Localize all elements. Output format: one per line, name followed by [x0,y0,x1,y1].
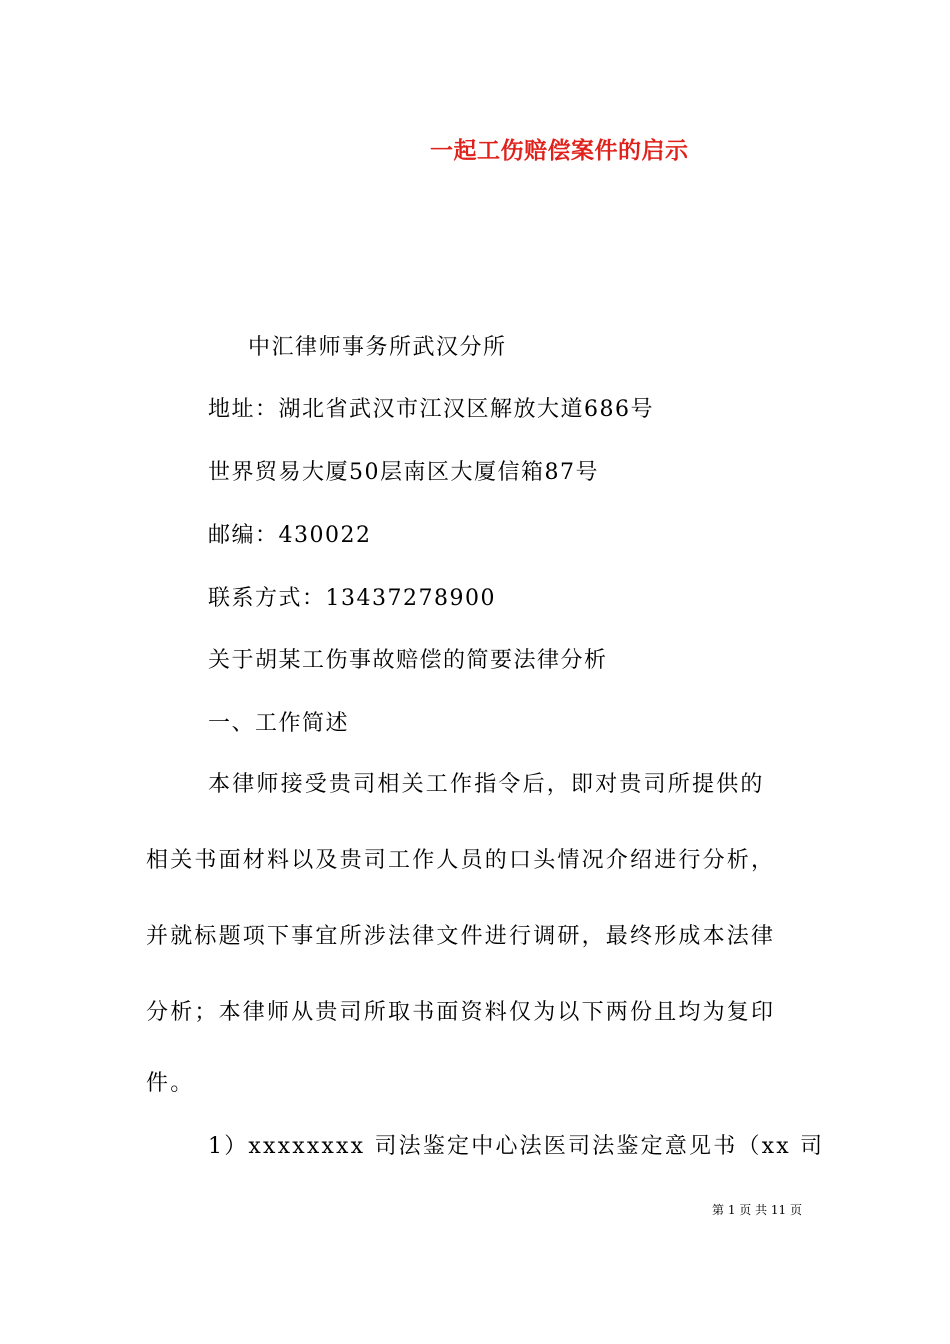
paragraph-line: 相关书面材料以及贵司工作人员的口头情况介绍进行分析， [146,848,776,873]
paragraph-line: 分析；本律师从贵司所取书面资料仅为以下两份且均为复印 [146,1000,776,1025]
document-title: 一起工伤赔偿案件的启示 [430,137,689,164]
firm-name: 中汇律师事务所武汉分所 [248,335,507,360]
address-building-line: 世界贸易大厦50层南区大厦信箱87号 [208,460,599,485]
page-footer: 第 1 页 共 11 页 [712,1203,802,1217]
address-line: 地址：湖北省武汉市江汉区解放大道686号 [208,397,654,422]
contact-line: 联系方式：13437278900 [208,586,496,611]
paragraph-line: 并就标题项下事宜所涉法律文件进行调研，最终形成本法律 [146,924,776,949]
paragraph-line: 1）xxxxxxxx 司法鉴定中心法医司法鉴定意见书（xx 司 [208,1134,825,1159]
analysis-heading: 关于胡某工伤事故赔偿的简要法律分析 [208,648,608,673]
section-heading-1: 一、工作简述 [208,711,350,736]
postcode-line: 邮编：430022 [208,523,372,548]
paragraph-line: 本律师接受贵司相关工作指令后，即对贵司所提供的 [208,772,765,797]
paragraph-line: 件。 [146,1071,195,1096]
